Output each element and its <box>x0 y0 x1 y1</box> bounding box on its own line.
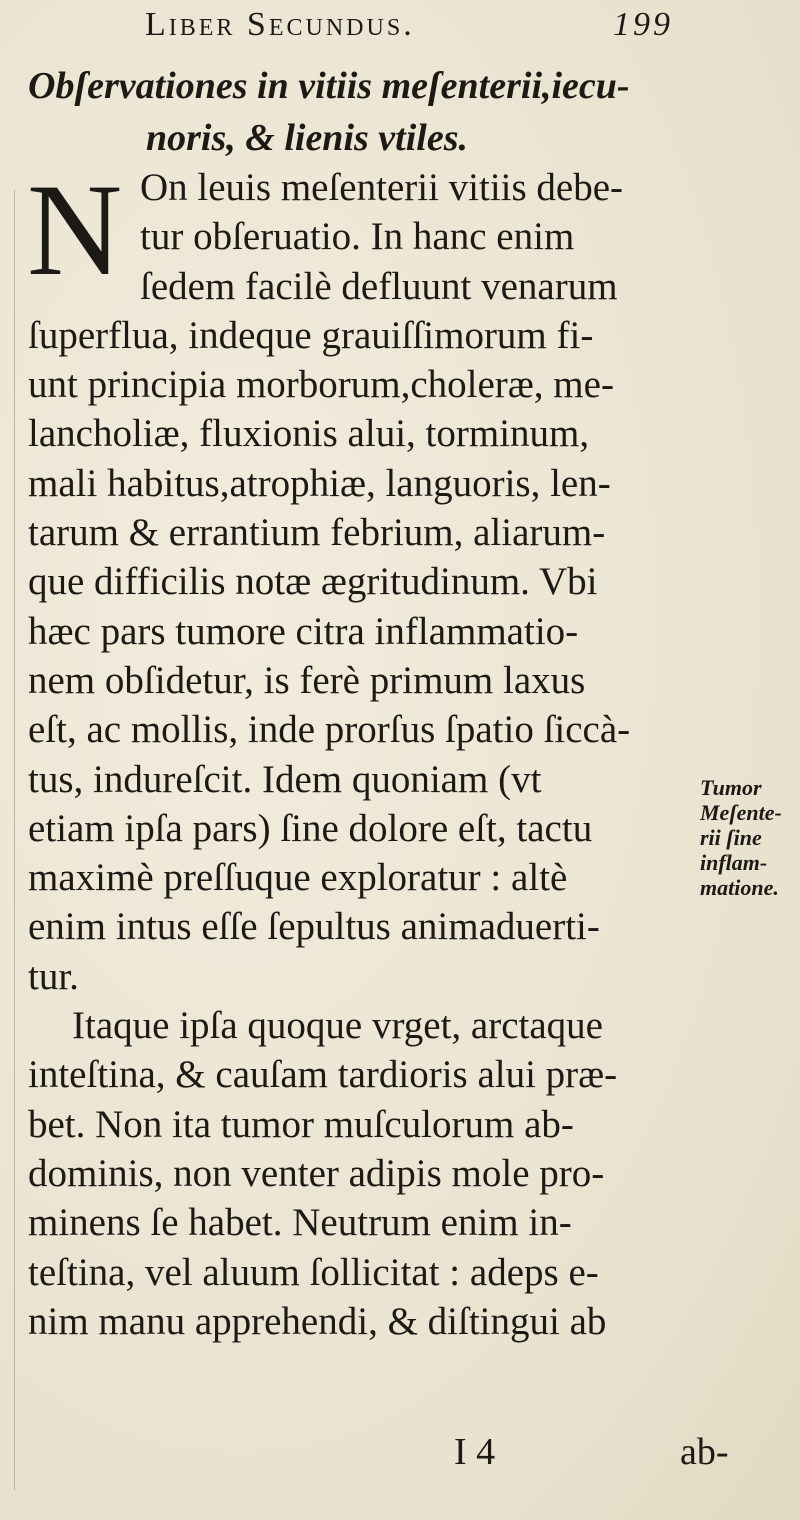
text-line: nim manu apprehendi, & diſtingui ab <box>28 1299 607 1343</box>
text-line: unt principia morborum,choleræ, me- <box>28 363 614 407</box>
marginal-line: inflam- <box>700 850 768 875</box>
text-line: On leuis meſenterii vitiis debe- <box>140 166 624 209</box>
text-line: enim intus eſſe ſepultus animaduerti- <box>28 905 600 949</box>
text-line: mali habitus,atrophiæ, languoris, len- <box>28 461 611 505</box>
marginal-line: matione. <box>700 875 779 900</box>
heading-line-1: Obſervationes in vitiis meſenterii,iecu- <box>28 65 630 107</box>
section-heading <box>20 60 740 164</box>
marginal-line: Meſente- <box>700 800 782 825</box>
marginal-line: rii ſine <box>700 825 762 850</box>
text-line: Itaque ipſa quoque vrget, arctaque <box>72 1004 603 1048</box>
body-text <box>28 163 800 1346</box>
text-line: minens ſe habet. Neutrum enim in- <box>28 1201 572 1245</box>
text-line: inteſtina, & cauſam tardioris alui præ- <box>28 1053 618 1097</box>
text-line: maximè preſſuque exploratur : altè <box>28 856 568 900</box>
text-line: que difficilis notæ ægritudinum. Vbi <box>28 560 598 604</box>
text-line: tarum & errantium febrium, aliarum- <box>28 511 606 555</box>
text-line: nem obſidetur, is ferè primum laxus <box>28 658 586 702</box>
marginal-line: Tumor <box>700 775 762 800</box>
text-line: hæc pars tumore citra inflammatio- <box>28 609 579 653</box>
text-line: bet. Non ita tumor muſculorum ab- <box>28 1102 574 1146</box>
heading-line-2: noris, & lienis vtiles. <box>146 117 468 159</box>
text-line: ſuperflua, indeque grauiſſimorum fi- <box>28 313 594 357</box>
text-line: teſtina, vel aluum ſollicitat : adeps e- <box>28 1250 599 1294</box>
text-line: tur. <box>28 954 79 998</box>
text-line: tur obſeruatio. In hanc enim <box>140 215 575 259</box>
marginal-note <box>700 775 800 900</box>
catchword: ab- <box>680 1431 729 1473</box>
drop-capital: N <box>27 156 123 303</box>
text-line: ſedem facilè defluunt venarum <box>140 264 618 308</box>
text-line: lancholiæ, fluxionis alui, torminum, <box>28 412 590 456</box>
text-line: etiam ipſa pars) ſine dolore eſt, tactu <box>28 806 593 850</box>
text-line: dominis, non venter adipis mole pro- <box>28 1151 605 1195</box>
signature-mark: I 4 <box>454 1431 496 1473</box>
page-edge-line <box>14 190 15 1490</box>
page-number: 199 <box>613 6 673 43</box>
text-line: eſt, ac mollis, inde prorſus ſpatio ſiccà- <box>28 708 631 752</box>
running-title: Liber Secundus. <box>145 6 415 43</box>
running-header <box>145 6 705 52</box>
text-line: tus, indureſcit. Idem quoniam (vt <box>28 757 542 801</box>
